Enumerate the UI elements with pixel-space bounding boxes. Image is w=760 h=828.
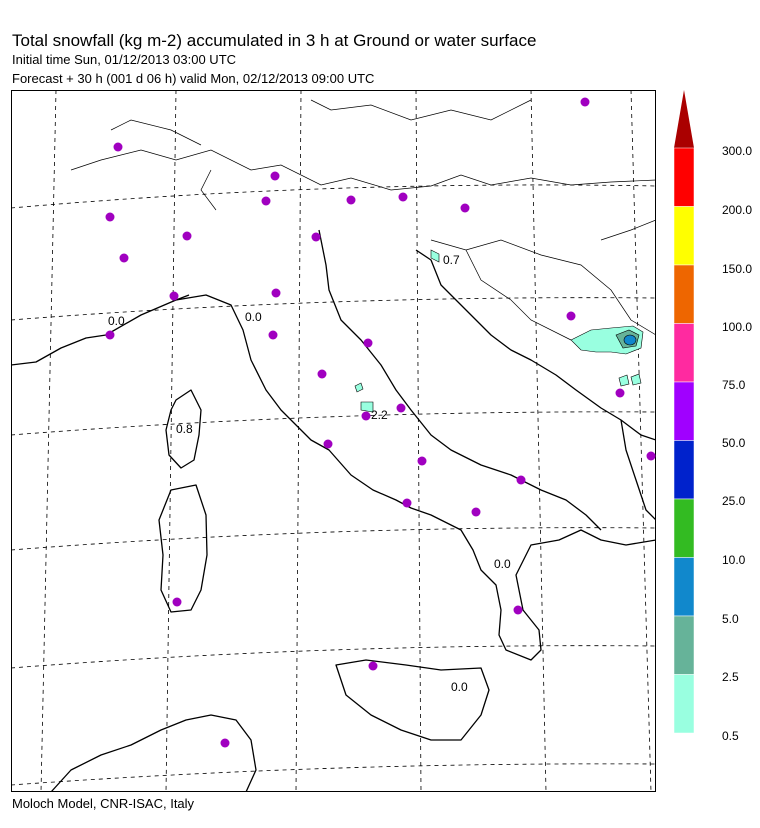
station-marker xyxy=(397,404,406,413)
model-credit: Moloch Model, CNR-ISAC, Italy xyxy=(12,796,195,811)
contour-label: 0.0 xyxy=(451,680,468,694)
station-marker xyxy=(269,331,278,340)
station-marker xyxy=(362,412,371,421)
contour-label: 0.0 xyxy=(494,557,511,571)
station-marker xyxy=(106,213,115,222)
station-marker xyxy=(418,457,427,466)
scale-bin xyxy=(674,382,694,441)
station-marker xyxy=(647,452,656,461)
station-marker xyxy=(581,98,590,107)
station-marker xyxy=(318,370,327,379)
scale-label: 10.0 xyxy=(722,553,746,567)
station-marker xyxy=(399,193,408,202)
scale-label: 75.0 xyxy=(722,378,746,392)
scale-label: 150.0 xyxy=(722,262,753,276)
initial-time: Initial time Sun, 01/12/2013 03:00 UTC xyxy=(12,52,237,67)
scale-bin xyxy=(674,441,694,500)
map-title: Total snowfall (kg m-2) accumulated in 3 h at Ground or water surface xyxy=(12,31,537,50)
station-marker xyxy=(170,292,179,301)
station-marker xyxy=(472,508,481,517)
scale-bin xyxy=(674,148,694,207)
contour-label: 0.7 xyxy=(443,253,460,267)
scale-label: 200.0 xyxy=(722,203,753,217)
station-marker xyxy=(114,143,123,152)
scale-label: 100.0 xyxy=(722,320,753,334)
scale-bin xyxy=(674,558,694,617)
scale-label: 5.0 xyxy=(722,612,739,626)
scale-bin xyxy=(674,616,694,675)
contour-label: 0.8 xyxy=(176,422,193,436)
station-marker xyxy=(461,204,470,213)
scale-label: 2.5 xyxy=(722,670,739,684)
station-marker xyxy=(173,598,182,607)
scale-top-arrow xyxy=(674,90,694,148)
contour-label: 0.0 xyxy=(245,310,262,324)
station-marker xyxy=(312,233,321,242)
station-marker xyxy=(616,389,625,398)
forecast-info: Forecast + 30 h (001 d 06 h) valid Mon, 02/12/2013 09:00 UTC xyxy=(12,71,375,86)
station-marker xyxy=(272,289,281,298)
station-marker xyxy=(369,662,378,671)
scale-bin xyxy=(674,499,694,558)
contour-label: 0.0 xyxy=(108,314,125,328)
station-marker xyxy=(567,312,576,321)
scale-bin xyxy=(674,324,694,383)
station-marker xyxy=(403,499,412,508)
station-marker xyxy=(106,331,115,340)
scale-bin xyxy=(674,265,694,324)
scale-bins xyxy=(674,148,694,733)
station-marker xyxy=(347,196,356,205)
station-marker xyxy=(120,254,129,263)
station-marker xyxy=(262,197,271,206)
station-marker xyxy=(517,476,526,485)
map-frame xyxy=(11,90,656,792)
scale-label: 25.0 xyxy=(722,494,746,508)
scale-label: 50.0 xyxy=(722,436,746,450)
scale-bin xyxy=(674,675,694,734)
contour-label: 2.2 xyxy=(371,408,388,422)
color-scale xyxy=(670,90,760,750)
scale-label: 0.5 xyxy=(722,729,739,743)
station-marker xyxy=(221,739,230,748)
station-marker xyxy=(364,339,373,348)
station-marker xyxy=(183,232,192,241)
scale-label: 300.0 xyxy=(722,144,753,158)
station-marker xyxy=(271,172,280,181)
scale-bin xyxy=(674,207,694,266)
station-marker xyxy=(514,606,523,615)
station-marker xyxy=(324,440,333,449)
